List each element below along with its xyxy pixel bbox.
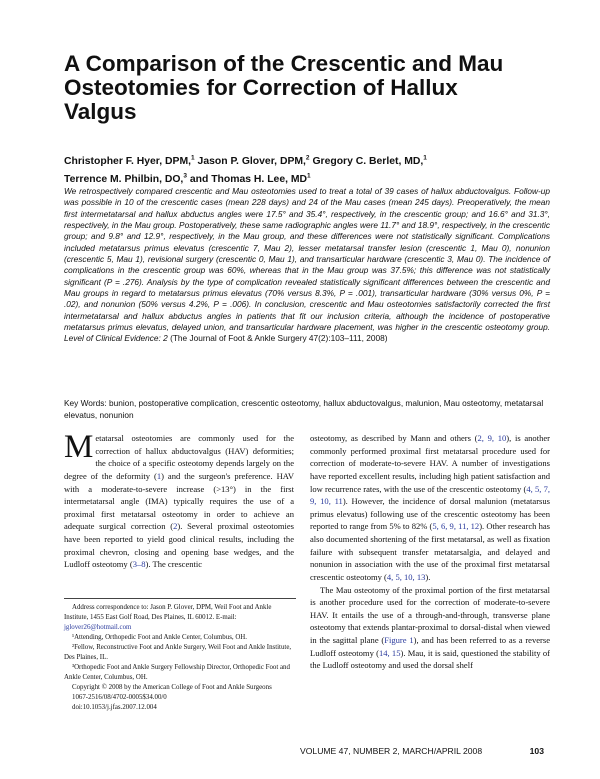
body-paragraph: Metatarsal osteotomies are commonly used for the correction of hallux abductovalgus (HAV) deformities; the choice of a specific osteotomy depends largely on the degree of the deformity (1) and the surgeon's preference. HAV with a moderate-to-severe increase (>13°) in the first intermetatarsal angle (IMA) typically requires the use of a proximal first metatarsal osteotomy in order to achieve an adequate surgical correction (2). Several proximal osteotomies have been reported to yield good clinical results, including the proximal chevron, closing and opening base wedges, and the Ludloff osteotomy (3–8). The crescentic [64,429,294,570]
issn-note: 1067-2516/08/4702-0005$34.00/0 [72,694,167,701]
author: Gregory C. Berlet, MD,$^1$ [312,155,427,168]
abstract-text: We retrospectively compared crescentic and Mau osteotomies used to treat a total of 39 cases of hallux abductovalgus. Follow-up was possible in 10 of the crescentic cases (mean 228 days) and 24 of the Mau cases (mean 245 days). Preoperatively, the mean first intermetatarsal and hallux abductus angles were 17.5° and 35.4°, respectively, in the crescentic group; and 16.6° and 31.3°, respectively, in the Mau group. Postoperatively, these same radiographic angles were 11.7° and 18.9°, respectively, in the crescentic group; and 9.8° and 12.9°, respectively, in the Mau group, and these differences were not statistically significant. Complications included metatarsus primus elevatus (crescentic 7, Mau 2), lesser metatarsal transfer lesion (crescentic 1, Mau 0), nonunion (crescentic 5, Mau 1), revisional surgery (crescentic 0, Mau 1), and transarticular hardware (crescentic 3, Mau 0). The incidence of complications in the crescentic group was 60%, whereas that in the Mau group was 37.5%; this difference was not statistically significant (P = .276). Analysis by the type of complication revealed statistically significant differences between the crescentic and Mau groups in regard to metatarsus primus elevatus (70% versus 8.3%, P = .001), transarticular hardware (30% versus 0%, P = .02), and nonunion (50% versus 4.2%, P = .006). In conclusion, crescentic and Mau osteotomies satisfactorily corrected the first intermetatarsal and hallux abductus angles in patients that fit our inclusion criteria, although the incidence of postoperative metatarsus primus elevatus, delayed union, and transarticular hardware placement, was higher in the crescentic osteotomy group. Level of Clinical Evidence: 2 [64,186,550,344]
figure-link[interactable]: Figure 1 [384,635,414,645]
article-title: A Comparison of the Crescentic and Mau Osteotomies for Correction of Hallux Valgus [64,51,504,124]
page-number: 103 [529,746,544,756]
reference-link[interactable]: 5, 6, 9, 11, 12 [432,521,480,532]
email-link[interactable]: jglover26@hotmail.com [64,624,132,631]
affiliation-note: ³Orthopedic Foot and Ankle Surgery Fellowship Director, Orthopedic Foot and Ankle Center, Columbus, OH. [64,664,290,681]
affiliation-note: ¹Attending, Orthopedic Foot and Ankle Center, Columbus, OH. [72,634,247,641]
reference-link[interactable]: 1 [156,470,162,481]
journal-citation: (The Journal of Foot & Ankle Surgery 47(2):103–111, 2008) [170,333,388,344]
author: Christopher F. Hyer, DPM,$^1$ [64,155,195,168]
reference-link[interactable]: 3–8 [132,559,146,570]
reference-link[interactable]: 4, 5, 10, 13 [386,571,426,582]
reference-link[interactable]: 4, 5, 7, 9, 10, 11 [310,483,550,507]
abstract [64,186,550,345]
keywords: Key Words: bunion, postoperative complication, crescentic osteotomy, hallux abductovalgus, malunion, Mau osteotomy, metatarsal elevatus, nonunion [64,398,544,420]
doi-note: doi:10.1053/j.jfas.2007.12.004 [72,704,157,711]
author: Terrence M. Philbin, DO,$^3$ [64,172,187,185]
body-paragraph: osteotomy, as described by Mann and others (2, 9, 10), is another commonly performed proximal first metatarsal procedure used for correction of moderate-to-severe HAV. A number of investigations have reported excellent results, including high patient satisfaction and low recurrence rates, with the use of the crescentic osteotomy (4, 5, 7, 9, 10, 11). However, the incidence of dorsal malunion (metatarsus primus elevatus) following use of the crescentic osteotomy has been reported to range from 5% to 82% (5, 6, 9, 11, 12). Other research has also documented shortening of the first metatarsal, as well as fixation failure with subsequent transfer metatarsalgia, and delayed and nonunion in association with the use of the proximal first metatarsal crescentic osteotomy (4, 5, 10, 13). [310,433,550,582]
body-paragraph: The Mau osteotomy of the proximal portion of the first metatarsal is another procedure used for the correction of moderate-to-severe HAV. It entails the use of a through-and-through, transverse plane osteotomy that extends plantar-proximal to dorsal-distal when viewed in the sagittal plane (Figure 1), and has been referred to as a reverse Ludloff osteotomy (14, 15). Mau, it is said, questioned the stability of the Ludloff osteotomy and used the dorsal shelf [310,584,550,671]
body-column-left [64,429,294,571]
footnotes [64,598,296,713]
author-list [64,152,544,187]
body-column-right [310,432,550,672]
reference-link[interactable]: 2, 9, 10 [477,433,507,443]
journal-issue: VOLUME 47, NUMBER 2, MARCH/APRIL 2008 [300,746,483,756]
author: and Thomas H. Lee, $MD^1$ [189,172,311,185]
copyright-note: Copyright © 2008 by the American College of Foot and Ankle Surgeons [72,684,272,691]
affiliation-note: ²Fellow, Reconstructive Foot and Ankle Surgery, Weil Foot and Ankle Institute, Des Plaines, IL. [64,644,292,661]
drop-cap: M [64,429,94,465]
page-footer [300,746,544,756]
author: Jason P. Glover, DPM,$^2$ [197,155,310,168]
correspondence-note: Address correspondence to: Jason P. Glover, DPM, Weil Foot and Ankle Institute, 1455 East Golf Road, Des Plaines, IL 60012. E-mail: jglover26@hotmail.com [64,604,272,631]
reference-link[interactable]: 14, 15 [378,647,401,658]
reference-link[interactable]: 2 [173,521,178,532]
